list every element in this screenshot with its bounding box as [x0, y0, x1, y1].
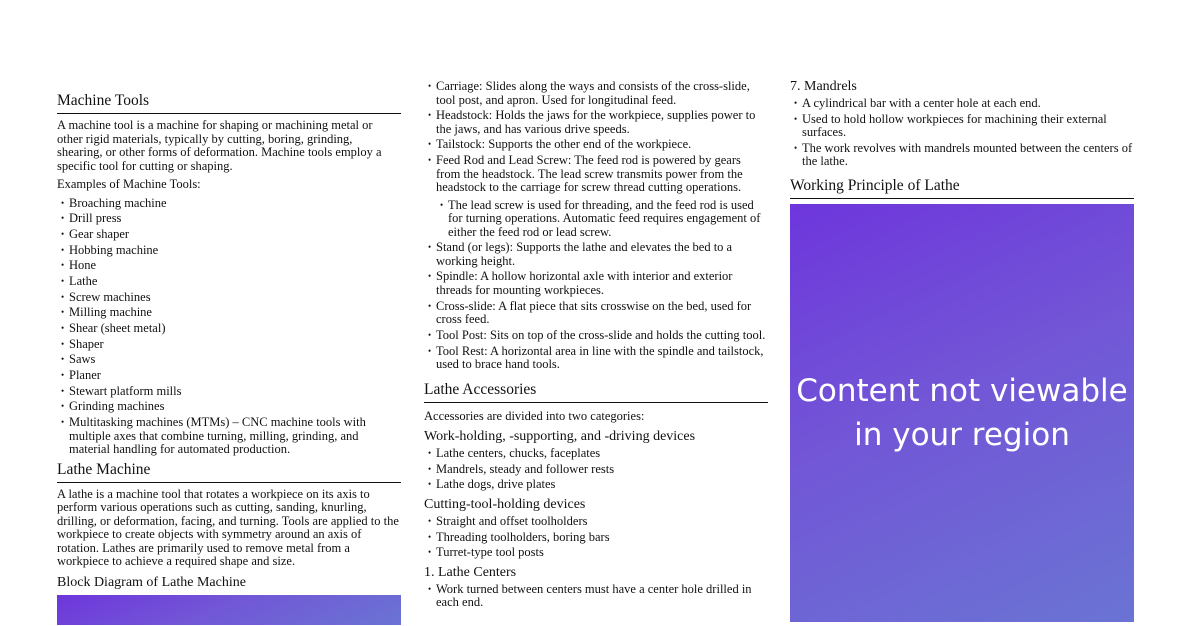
- examples-label: Examples of Machine Tools:: [57, 177, 201, 191]
- list-item: • Screw machines: [57, 291, 401, 305]
- list-item: • Used to hold hollow workpieces for machining their external surfaces.: [790, 113, 1134, 140]
- list-item: • Feed Rod and Lead Screw: The feed rod is powered by gears from the headstock. The lead screw transmits power from the headstock to the carriage for screw thread cutting operations.: [424, 154, 768, 195]
- region-blocked-message: [796, 369, 1128, 457]
- list-item: • Shear (sheet metal): [57, 322, 401, 336]
- lathe-machine-heading: Lathe Machine: [57, 461, 401, 483]
- lathe-accessories-heading: Lathe Accessories: [424, 381, 768, 403]
- list-item: • Lathe centers, chucks, faceplates: [424, 447, 768, 461]
- lathe-machine-intro: A lathe is a machine tool that rotates a workpiece on its axis to perform various operations such as cutting, sanding, knurling, drilling, or deformation, facing, and turning. Tools are applied to the workpiece to create objects with symmetry around an axis of rotation. Lathes are primarily used to remove metal from a workpiece to achieve a required shape and size.: [57, 486, 399, 569]
- list-item: • Multitasking machines (MTMs) – CNC machine tools with multiple axes that combine turning, milling, grinding, and material handling for automated production.: [57, 416, 401, 457]
- list-item: • Hobbing machine: [57, 244, 401, 258]
- list-item: • The work revolves with mandrels mounted between the centers of the lathe.: [790, 142, 1134, 169]
- mandrels-title: 7. Mandrels: [790, 79, 857, 94]
- list-item: • Headstock: Holds the jaws for the workpiece, supplies power to the jaws, and has various drive speeds.: [424, 109, 768, 136]
- list-item: • Broaching machine: [57, 197, 401, 211]
- cutting-tool-title: Cutting-tool-holding devices: [424, 496, 586, 512]
- column-left: [57, 92, 401, 625]
- list-item: • Milling machine: [57, 306, 401, 320]
- mandrels-list: [790, 97, 1134, 169]
- list-item: • A cylindrical bar with a center hole at each end.: [790, 97, 1134, 111]
- accessories-intro: Accessories are divided into two categories:: [424, 408, 645, 423]
- list-item: • The lead screw is used for threading, and the feed rod is used for turning operations. Automatic feed requires engagement of either the feed rod or lead screw.: [436, 199, 768, 240]
- list-item: • Planer: [57, 369, 401, 383]
- list-item: • Carriage: Slides along the ways and consists of the cross-slide, tool post, and apron. Used for longitudinal feed.: [424, 80, 768, 107]
- list-item: • Stewart platform mills: [57, 385, 401, 399]
- list-item: • Gear shaper: [57, 228, 401, 242]
- list-item: • Work turned between centers must have a center hole drilled in each end.: [424, 583, 768, 610]
- list-item: • Cross-slide: A flat piece that sits crosswise on the bed, used for cross feed.: [424, 300, 768, 327]
- list-item: • Spindle: A hollow horizontal axle with interior and exterior threads for mounting workpieces.: [424, 270, 768, 297]
- region-blocked-line-1: Content not viewable: [796, 372, 1128, 409]
- list-item: • Hone: [57, 259, 401, 273]
- lathe-centers-list: [424, 583, 768, 610]
- list-item: • Tool Rest: A horizontal area in line with the spindle and tailstock, used to brace hand tools.: [424, 345, 768, 372]
- list-item: • Threading toolholders, boring bars: [424, 531, 768, 545]
- list-item: • Grinding machines: [57, 400, 401, 414]
- work-holding-title: Work-holding, -supporting, and -driving devices: [424, 429, 696, 444]
- list-item: • Saws: [57, 353, 401, 367]
- lathe-parts-list: [424, 80, 768, 195]
- lead-screw-note-list: [436, 199, 768, 240]
- list-item: • Tool Post: Sits on top of the cross-slide and holds the cutting tool.: [424, 329, 768, 343]
- list-item: • Mandrels, steady and follower rests: [424, 463, 768, 477]
- list-item: • Straight and offset toolholders: [424, 515, 768, 529]
- cutting-tool-list: [424, 515, 768, 560]
- lathe-parts-list-continued: [424, 241, 768, 371]
- machine-tools-examples-list: [57, 197, 401, 457]
- list-item: • Tailstock: Supports the other end of the workpiece.: [424, 138, 768, 152]
- working-principle-heading: Working Principle of Lathe: [790, 177, 1134, 199]
- working-principle-image: [790, 204, 1134, 622]
- work-holding-list: [424, 447, 768, 492]
- block-diagram-image: [57, 595, 401, 625]
- region-blocked-line-2: in your region: [854, 416, 1070, 453]
- list-item: • Stand (or legs): Supports the lathe and elevates the bed to a working height.: [424, 241, 768, 268]
- list-item: • Shaper: [57, 338, 401, 352]
- list-item: • Lathe: [57, 275, 401, 289]
- list-item: • Turret-type tool posts: [424, 546, 768, 560]
- lathe-centers-title: 1. Lathe Centers: [424, 564, 517, 580]
- column-right: [790, 78, 1134, 622]
- machine-tools-heading: Machine Tools: [57, 92, 401, 114]
- column-middle: [424, 80, 768, 614]
- list-item: • Drill press: [57, 212, 401, 226]
- machine-tools-intro: A machine tool is a machine for shaping or machining metal or other rigid materials, typically by cutting, boring, grinding, shearing, or other forms of deformation. Machine tools employ a specific tool for cutting or shaping.: [57, 118, 382, 173]
- list-item: • Lathe dogs, drive plates: [424, 478, 768, 492]
- block-diagram-title: Block Diagram of Lathe Machine: [57, 574, 246, 590]
